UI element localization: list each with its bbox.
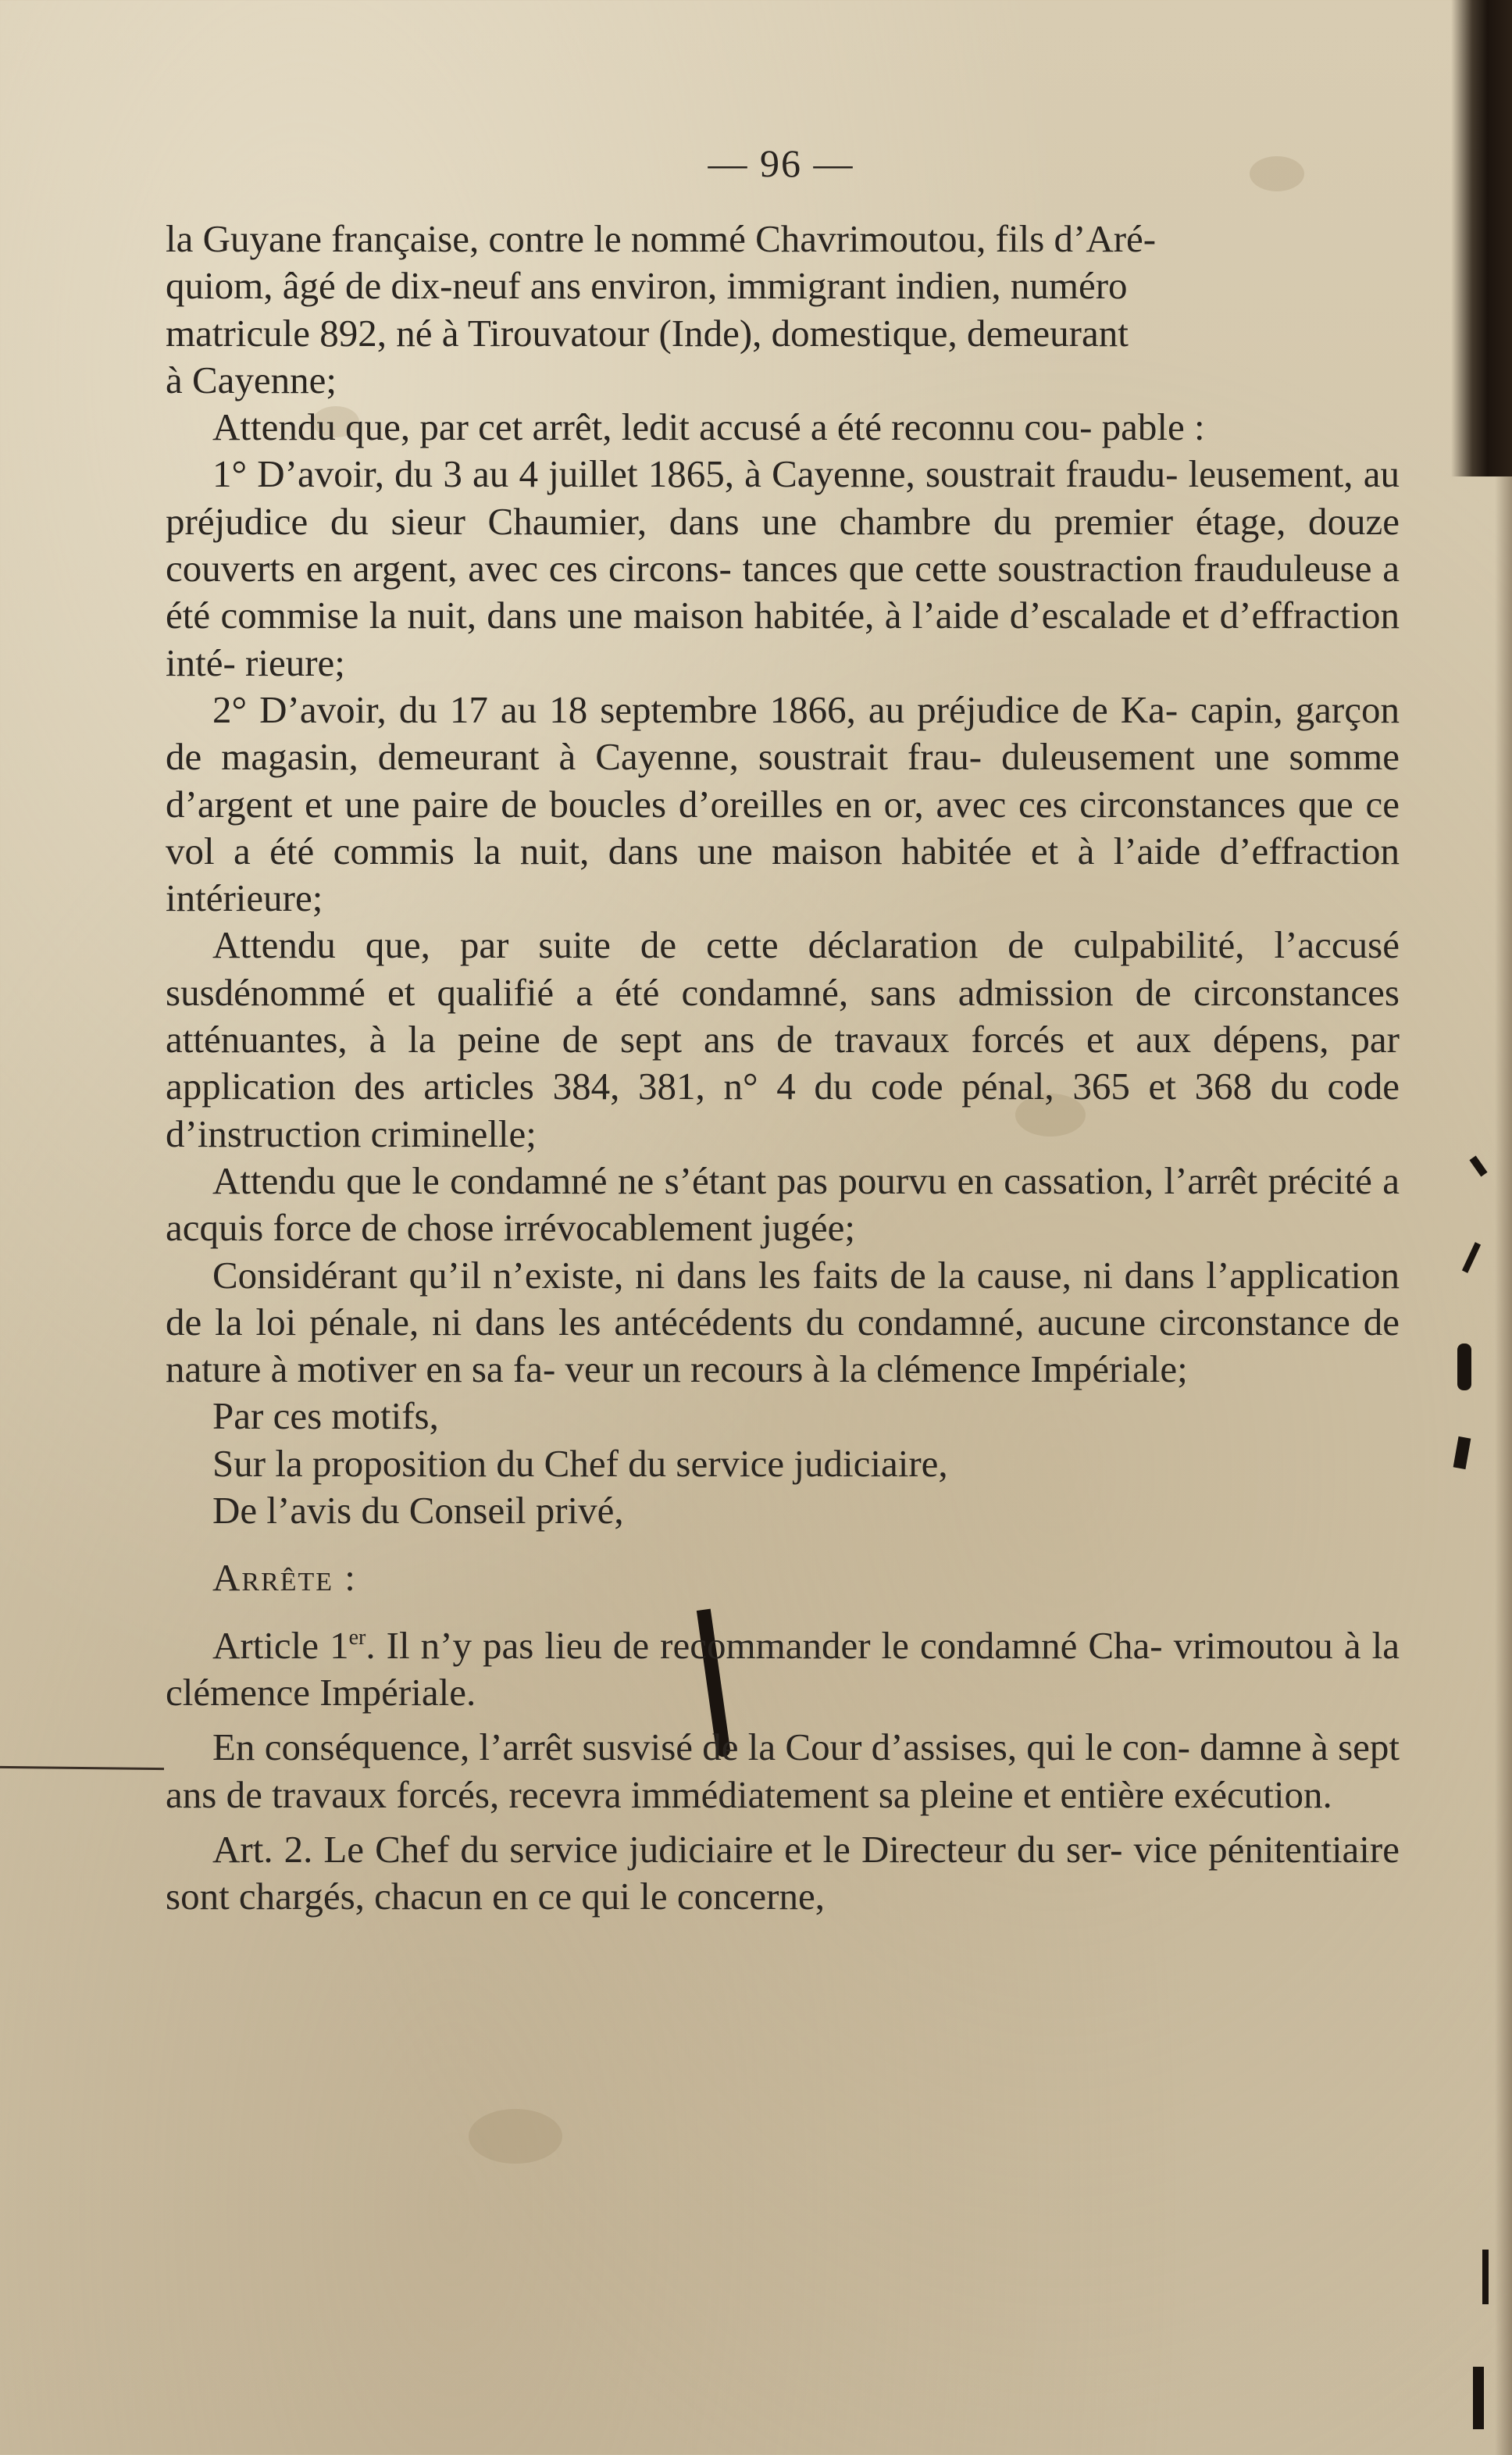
arrete-heading: Arrête : — [212, 1556, 357, 1600]
proposition-line: Sur la proposition du Chef du service judiciaire, — [212, 1441, 948, 1485]
paragraph-attendu-2: Attendu que, par suite de cette déclaration de culpabilité, l’accusé susdénommé et qualifié a été condamné, sans admission de circonstances atténuantes, à la peine de sept ans de travaux forcés et aux dépens, par application des articles 384, 381, n° 4 du code pénal, 365 et 368 du code d’instruction criminelle; — [166, 923, 1400, 1155]
paragraph-attendu-3: Attendu que le condamné ne s’étant pas pourvu en cassation, l’arrêt précité a acquis force de chose irrévocablement jugée; — [166, 1158, 1400, 1250]
margin-ink-mark — [1473, 2367, 1484, 2429]
margin-ink-mark — [1457, 1343, 1471, 1390]
margin-ink-mark — [1453, 1436, 1471, 1469]
page-edge — [1495, 476, 1512, 2455]
paragraph-charge-2: 2° D’avoir, du 17 au 18 septembre 1866, au préjudice de Ka- capin, garçon de magasin, demeurant à Cayenne, soustrait frau- duleusement une somme d’argent et une paire de boucles d’oreilles en or, avec ces circonstances que ce vol a été commis la nuit, dans une maison habitée et à l’aide d’effraction intérieure; — [166, 687, 1400, 920]
text-line: quiom, âgé de dix-neuf ans environ, immigrant indien, numéro — [166, 264, 1128, 308]
document-text — [166, 216, 1400, 1920]
article-1-label: Article 1 — [212, 1623, 349, 1667]
article-1-text: . Il n’y pas lieu de recommander le condamné Cha- vrimoutou à la clémence Impériale. — [166, 1623, 1400, 1714]
paragraph-consequence: En conséquence, l’arrêt susvisé de la Cour d’assises, qui le con- damne à sept ans de travaux forcés, recevra immédiatement sa pleine et entière exécution. — [166, 1725, 1400, 1816]
margin-ink-mark — [1462, 1242, 1481, 1273]
text-line: matricule 892, né à Tirouvatour (Inde), domestique, demeurant — [166, 311, 1129, 355]
article-2: Art. 2. Le Chef du service judiciaire et le Directeur du ser- vice pénitentiaire sont chargés, chacun en ce qui le concerne, — [166, 1827, 1400, 1918]
margin-ink-mark — [1469, 1155, 1487, 1176]
paragraph-attendu-1: Attendu que, par cet arrêt, ledit accusé a été reconnu cou- pable : — [212, 405, 1205, 449]
motifs-line: Par ces motifs, — [212, 1394, 439, 1438]
article-1-superscript: er — [348, 1625, 366, 1650]
torn-edge-shadow — [1451, 0, 1512, 476]
avis-line: De l’avis du Conseil privé, — [212, 1489, 624, 1533]
article-1 — [166, 1622, 1400, 1717]
paragraph-charge-1: 1° D’avoir, du 3 au 4 juillet 1865, à Cayenne, soustrait fraudu- leusement, au préjudice du sieur Chaumier, dans une chambre du premier étage, douze couverts en argent, avec ces circons- tances que cette soustraction frauduleuse a été commise la nuit, dans une maison habitée, à l’aide d’escalade et d’effraction inté- rieure; — [166, 452, 1400, 684]
paragraph-considerant: Considérant qu’il n’existe, ni dans les faits de la cause, ni dans l’application de la loi pénale, ni dans les antécédents du condamné, aucune circonstance de nature à motiver en sa fa- veur un recours à la clémence Impériale; — [166, 1253, 1400, 1391]
margin-ink-mark — [1482, 2250, 1489, 2304]
paper-stain — [469, 2109, 562, 2164]
margin-line — [0, 1766, 164, 1770]
page-number: — 96 — — [708, 141, 854, 185]
text-line: la Guyane française, contre le nommé Chavrimoutou, fils d’Aré- — [166, 217, 1157, 260]
text-line: à Cayenne; — [166, 358, 337, 401]
